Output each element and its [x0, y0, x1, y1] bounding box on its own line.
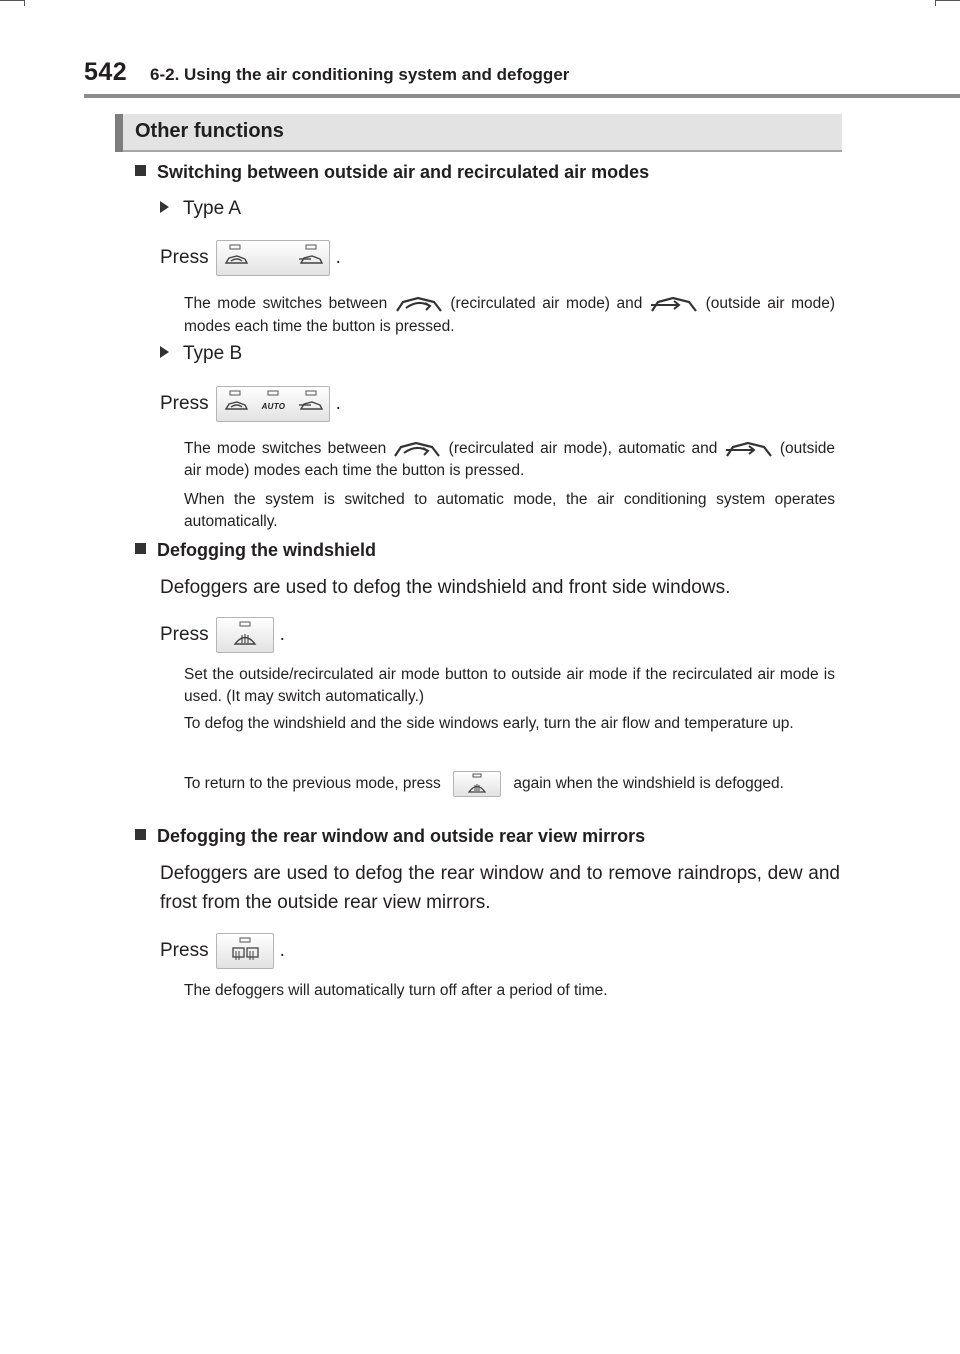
rear-lead: Defoggers are used to defog the rear window and to remove raindrops, dew and frost from the outside rear view mirrors.: [160, 863, 840, 913]
press-text: Press: [160, 624, 209, 645]
type-b-press-line: [160, 386, 341, 422]
square-bullet-icon: [135, 829, 146, 840]
note-text: (recirculated air mode), automatic and: [448, 440, 718, 458]
windshield-note-2: To defog the windshield and the side windows early, turn the air flow and temperature up.: [184, 715, 794, 732]
recirculated-air-icon: [226, 402, 247, 409]
type-b-note: [184, 438, 835, 482]
page-number: 542: [84, 58, 128, 86]
page-header: [84, 58, 960, 94]
type-b-auto-note: When the system is switched to automatic mode, the air conditioning system operates automatically.: [184, 491, 835, 530]
note-text: again when the windshield is defogged.: [513, 775, 784, 793]
auto-label: AUTO: [261, 402, 286, 411]
outside-air-icon: [649, 293, 699, 315]
period-text: .: [279, 940, 285, 961]
type-b-text: Type B: [183, 343, 243, 364]
front-defogger-button[interactable]: [216, 617, 274, 653]
outside-air-icon: [724, 438, 774, 460]
type-b-label: [160, 343, 242, 365]
air-mode-button-type-a[interactable]: [216, 240, 330, 276]
type-a-note: [184, 292, 835, 338]
recirculated-air-icon: [392, 438, 442, 460]
type-a-press-line: [160, 240, 341, 276]
square-bullet-icon: [135, 543, 146, 554]
note-text: The mode switches between: [184, 295, 388, 312]
type-a-text: Type A: [183, 198, 242, 219]
section-accent: [115, 114, 123, 152]
crop-mark: [24, 0, 25, 6]
rear-note: The defoggers will automatically turn off after a period of time.: [184, 982, 608, 999]
square-bullet-icon: [135, 165, 146, 176]
windshield-press-line: [160, 617, 285, 653]
front-defogger-icon: [217, 618, 273, 652]
period-text: .: [335, 393, 341, 414]
windshield-note-1: Set the outside/recirculated air mode button to outside air mode if the recirculated air mode is used. (It may switch automatically.): [184, 666, 835, 705]
triangle-bullet-icon: [160, 346, 169, 358]
triangle-bullet-icon: [160, 201, 169, 213]
note-text: (outside air mode) modes each time the button is pressed.: [184, 295, 836, 335]
windshield-lead: Defoggers are used to defog the windshield and front side windows.: [160, 577, 731, 598]
period-text: .: [279, 624, 285, 645]
press-text: Press: [160, 940, 209, 961]
front-defogger-button-inline: [453, 771, 501, 797]
section-title: Other functions: [135, 120, 284, 142]
air-mode-button-type-b[interactable]: [216, 386, 330, 422]
chapter-title: 6-2. Using the air conditioning system and defogger: [150, 65, 570, 84]
subsection-title: Defogging the rear window and outside rear view mirrors: [157, 826, 646, 846]
crop-mark: [936, 0, 960, 1]
recirculated-air-icon: [394, 293, 444, 315]
subsection-heading-windshield: [135, 540, 376, 561]
header-divider: [84, 94, 960, 98]
recirculated-air-icon: [226, 256, 247, 263]
subsection-title: Defogging the windshield: [157, 540, 376, 560]
rear-defogger-button[interactable]: [216, 933, 274, 969]
rear-defogger-icon: [217, 934, 273, 968]
note-text: (outside air mode) modes each time the button is pressed.: [184, 440, 836, 480]
outside-air-icon: [299, 402, 322, 409]
subsection-heading-air-modes: [135, 162, 649, 183]
note-text: To return to the previous mode, press: [184, 775, 441, 793]
front-defogger-icon: [454, 772, 500, 796]
type-a-label: [160, 198, 241, 220]
note-text: The mode switches between: [184, 440, 387, 458]
period-text: .: [335, 247, 341, 268]
windshield-note-3: [184, 771, 835, 797]
subsection-heading-rear: [135, 826, 645, 847]
crop-mark: [0, 0, 24, 1]
outside-air-icon: [299, 256, 322, 263]
rear-press-line: [160, 933, 285, 969]
note-text: (recirculated air mode) and: [450, 295, 643, 312]
subsection-title: Switching between outside air and recirculated air modes: [157, 162, 650, 182]
crop-mark: [935, 0, 936, 6]
press-text: Press: [160, 393, 209, 414]
press-text: Press: [160, 247, 209, 268]
section-heading-bar: [115, 114, 842, 152]
